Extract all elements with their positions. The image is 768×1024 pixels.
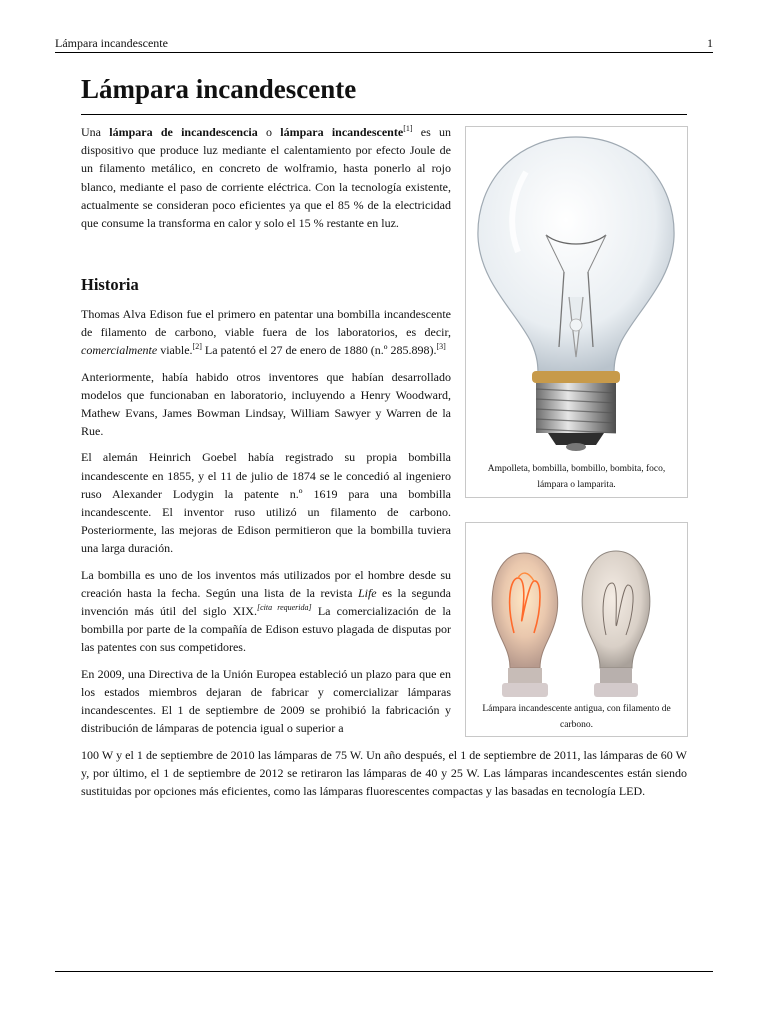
running-header: [55, 36, 713, 53]
ref-link-2[interactable]: [2]: [192, 342, 202, 352]
ref-link-1[interactable]: [1]: [403, 124, 413, 133]
running-title: Lámpara incandescente: [55, 36, 168, 50]
historia-body: [81, 305, 451, 745]
paragraph-inventors: Anteriormente, había habido otros inventores que habían desarrollado modelos que funcionaban en laboratorio, incluyendo a Henry Woodward, Mathew Evans, James Bowman Lindsay, William Sawyer y Warren de la Rue.: [81, 369, 451, 439]
figure-caption-1: Ampolleta, bombilla, bombillo, bombita, foco, lámpara o lamparita.: [487, 464, 666, 490]
cite-needed-link[interactable]: [cita requerida]: [256, 603, 312, 613]
paragraph-life: La bombilla es uno de los inventos más utilizados por el hombre desde su creación hasta la fecha. Según una lista de la revista Life es la segunda invención más útil del siglo XIX.[cita requerida] La comercialización de la bombilla por parte de la compañía de Edison estuvo plagada de disputas por las patentes con sus competidores.: [81, 567, 451, 655]
ref-link-3[interactable]: [3]: [436, 342, 446, 352]
figure-antique-bulbs: [465, 522, 688, 737]
page-title: Lámpara incandescente: [81, 72, 687, 115]
paragraph-edison: Thomas Alva Edison fue el primero en patentar una bombilla incandescente de filamento de carbono, viable fuera de los laboratorios, es decir, comercialmente viable.[2] La patentó el 27 de enero de 1880 (n.º 285.898).[3]: [81, 307, 451, 358]
paragraph-eu-continued: 100 W y el 1 de septiembre de 2010 las lámparas de 75 W. Un año después, el 1 de septiembre de 2011, las lámparas de 60 W y, por último, el 1 de septiembre de 2012 se retiraron las lámparas de 40 y 25 W. Las lámparas incandescentes están siendo sustituidas por opciones más eficientes, como las lámparas fluorescentes compactas y las basadas en tecnología LED.: [81, 748, 687, 799]
paragraph-goebel: El alemán Heinrich Goebel había registrado su propia bombilla incandescente en 1855, y el 11 de julio de 1874 se le concedió al ingeniero ruso Alexander Lodygin la patente n.º 1619 para una bombilla incandescente. El inventor ruso utilizó un filamento de carbono. Posteriormente, las mejoras de Edison permitieron que la bombilla tuviera una larga duración.: [81, 450, 451, 556]
figure-modern-bulb: [465, 126, 688, 498]
intro-paragraph: Una lámpara de incandescencia o lámpara incandescente[1] es un dispositivo que produce luz mediante el calentamiento por efecto Joule de un filamento metálico, en concreto de wolframio, hasta ponerlo al rojo blanco, mediante el paso de corriente eléctrica. Con la tecnología existente, actualmente se consideran poco eficientes ya que el 85 % de la electricidad que consume la transforma en calor y solo el 15 % restante en luz.: [81, 124, 452, 231]
term-bold-2: lámpara incandescente: [280, 125, 404, 139]
light-bulb-image: [466, 127, 687, 457]
paragraph-eu-directive: En 2009, una Directiva de la Unión Europea estableció un plazo para que en los estados miembros dejaran de fabricar y comercializar lámparas incandescentes. El 1 de septiembre de 2009 se prohibió la fabricación y distribución de lámparas de potencia igual o superior a: [81, 666, 451, 736]
term-bold-1: lámpara de incandescencia: [109, 125, 258, 139]
antique-bulbs-image: [466, 523, 687, 698]
footer-rule: [55, 971, 713, 972]
section-heading-historia: Historia: [81, 275, 139, 294]
page-number: 1: [707, 36, 713, 50]
figure-caption-2: Lámpara incandescente antigua, con filamento de carbono.: [482, 704, 671, 730]
